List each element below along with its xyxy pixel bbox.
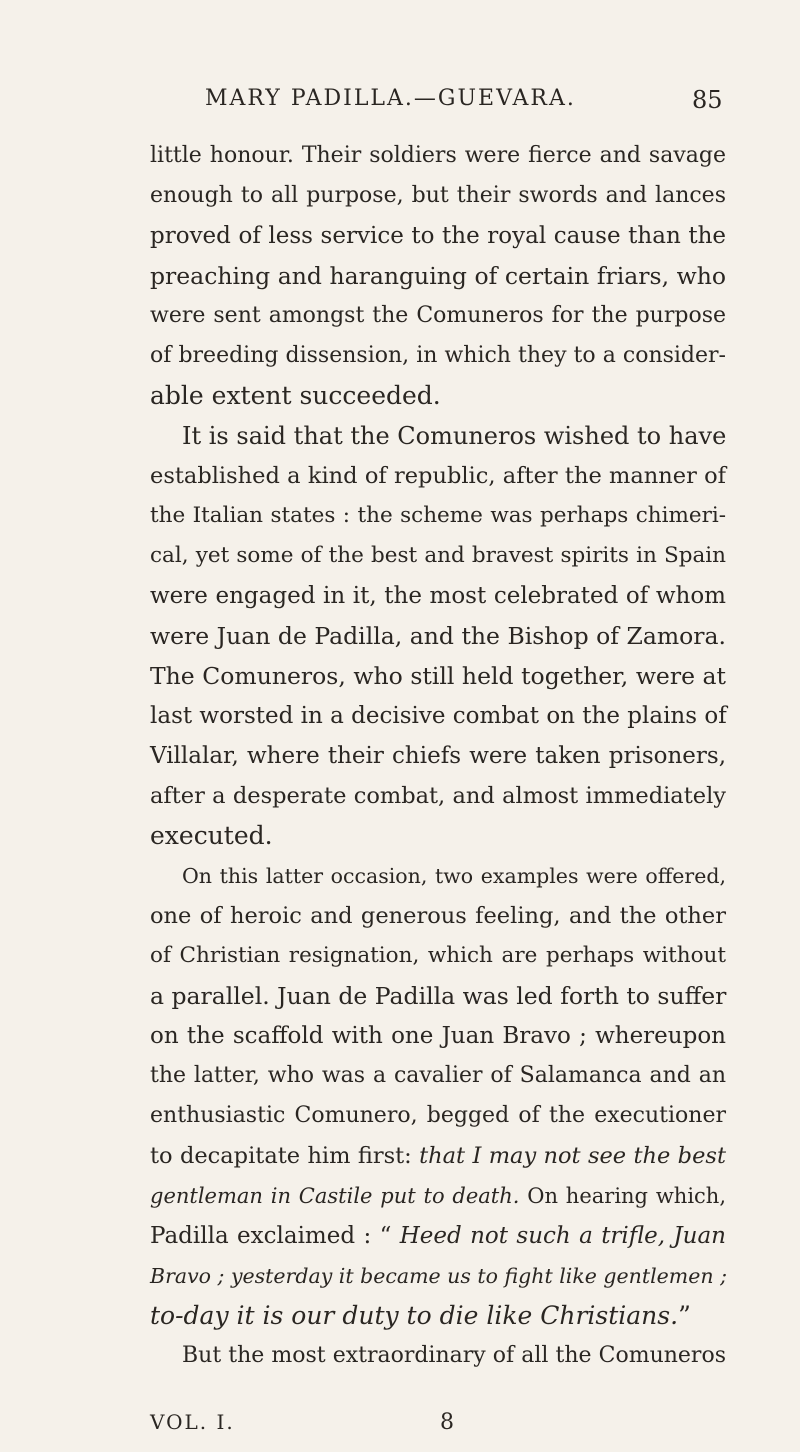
text-line: little honour. Their soldiers were fierce and savage (150, 143, 726, 168)
text-line: were engaged in it, the most celebrated of whom (150, 583, 726, 609)
text-line: It is said that the Comuneros wished to have (182, 422, 727, 450)
text-roman: Padilla exclaimed : “ (150, 1223, 400, 1249)
text-line: Villalar, where their chiefs were taken prisoners, (150, 743, 726, 769)
text-line: proved of less service to the royal cause than the (150, 223, 726, 249)
text-line: after a desperate combat, and almost immediately (150, 783, 726, 809)
text-line: The Comuneros, who still held together, were at (150, 662, 726, 690)
text-line: were Juan de Padilla, and the Bishop of Zamora. (150, 622, 726, 650)
text-line: enthusiastic Comunero, begged of the executioner (150, 1103, 726, 1128)
text-italic: Heed not such a trifle, Juan (399, 1223, 726, 1249)
running-head (0, 86, 800, 126)
text-line: executed. (150, 821, 273, 850)
text-line (150, 1296, 726, 1336)
text-line: established a kind of republic, after the manner of (150, 463, 726, 489)
text-line: one of heroic and generous feeling, and the other (150, 903, 726, 929)
text-line: last worsted in a decisive combat on the plains of (150, 703, 727, 729)
text-italic: gentleman in Castile put to death. (150, 1184, 520, 1208)
text-line: On this latter occasion, two examples were offered, (182, 864, 726, 888)
text-line: a parallel. Juan de Padilla was led forth to suffer (150, 982, 727, 1010)
text-line (150, 1216, 726, 1256)
text-line: preaching and haranguing of certain friars, who (150, 262, 726, 290)
text-line (150, 1136, 726, 1176)
text-line (150, 1176, 726, 1216)
text-italic: to-day it is our duty to die like Christians. (150, 1301, 679, 1330)
text-italic: Bravo ; yesterday it became us to fight like gentlemen ; (150, 1264, 728, 1288)
text-roman: ” (678, 1301, 691, 1330)
text-line: of Christian resignation, which are perhaps without (150, 943, 726, 968)
page-footer (0, 1410, 800, 1440)
text-line: enough to all purpose, but their swords and lances (150, 183, 726, 208)
text-line: were sent amongst the Comuneros for the purpose (150, 303, 726, 328)
text-line: on the scaffold with one Juan Bravo ; whereupon (150, 1023, 726, 1049)
text-roman: to decapitate him first: (150, 1143, 420, 1169)
text-line: the Italian states : the scheme was perhaps chimeri- (150, 503, 726, 528)
text-roman: On hearing which, (519, 1184, 726, 1208)
page-number: 85 (692, 86, 723, 114)
running-title: MARY PADILLA.—GUEVARA. (205, 86, 576, 111)
text-line: able extent succeeded. (150, 381, 441, 410)
text-line: cal, yet some of the best and bravest spirits in Spain (150, 543, 726, 568)
text-line: the latter, who was a cavalier of Salamanca and an (150, 1063, 726, 1088)
text-line: But the most extraordinary of all the Comuneros (182, 1343, 726, 1368)
volume-signature: VOL. I. (150, 1410, 235, 1434)
text-italic: that I may not see the best (419, 1143, 726, 1169)
text-line: of breeding dissension, in which they to a consider- (150, 343, 726, 368)
text-line (150, 1256, 726, 1296)
gathering-mark: 8 (440, 1410, 454, 1435)
